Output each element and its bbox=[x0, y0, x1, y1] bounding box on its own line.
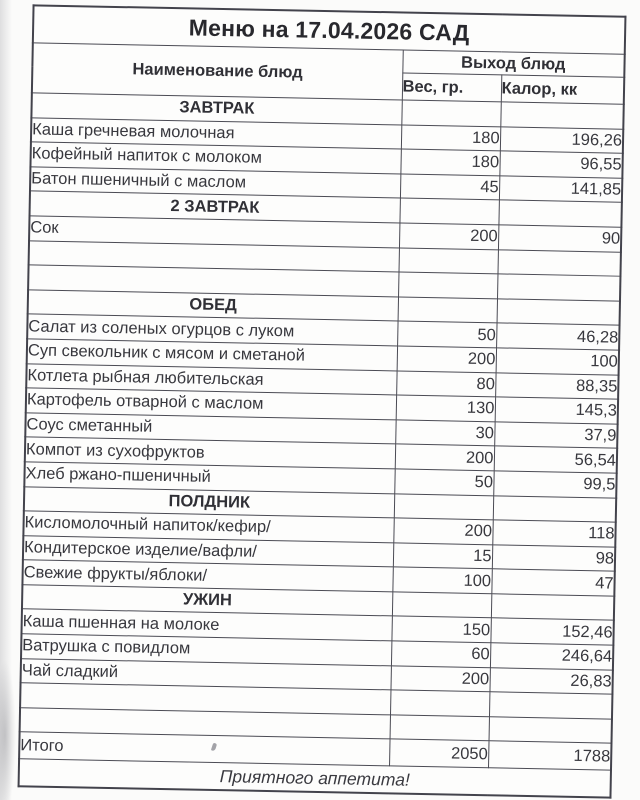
calories-cell: 47 bbox=[491, 569, 614, 596]
weight-cell: 2050 bbox=[389, 739, 489, 768]
dish-name-cell: Хлеб ржано-пшеничный bbox=[24, 462, 394, 494]
weight-cell: 80 bbox=[396, 370, 495, 396]
calories-cell: 196,26 bbox=[500, 126, 623, 153]
menu-title: Меню на 17.04.2026 САД bbox=[33, 5, 626, 54]
dish-name-cell: Кофейный напиток с молоком bbox=[30, 142, 400, 174]
calories-cell: 246,64 bbox=[490, 643, 613, 670]
weight-cell bbox=[398, 297, 497, 323]
calories-cell bbox=[497, 249, 620, 276]
calories-cell: 46,28 bbox=[496, 323, 619, 350]
calories-cell: 100 bbox=[496, 348, 619, 375]
calories-cell bbox=[498, 200, 621, 227]
weight-cell bbox=[398, 272, 497, 298]
calories-cell: 99,5 bbox=[493, 471, 616, 498]
weight-cell: 130 bbox=[396, 395, 495, 421]
calories-cell bbox=[500, 102, 623, 129]
column-header-weight: Вес, гр. bbox=[402, 73, 502, 102]
calories-cell: 141,85 bbox=[499, 176, 622, 203]
weight-cell bbox=[392, 592, 491, 618]
calories-cell: 1788 bbox=[488, 741, 611, 770]
dish-name-cell: Ватрушка с повидлом bbox=[21, 634, 391, 666]
dish-name-cell: Котлета рыбная любительская bbox=[26, 363, 396, 395]
dish-name-cell: Батон пшеничный с маслом bbox=[30, 167, 400, 199]
menu-table bbox=[18, 4, 627, 799]
weight-cell bbox=[394, 493, 493, 519]
bon-appetit-text: Приятного аппетита! bbox=[19, 759, 611, 798]
weight-cell: 200 bbox=[397, 346, 496, 372]
calories-cell: 90 bbox=[498, 225, 621, 252]
dish-name-cell: Свежие фрукты/яблоки/ bbox=[22, 560, 392, 592]
calories-cell bbox=[489, 692, 612, 719]
dish-name-cell: Сок bbox=[29, 216, 399, 248]
dish-name-cell: Салат из соленых огурцов с луком bbox=[27, 314, 397, 346]
weight-cell: 150 bbox=[391, 616, 490, 642]
calories-cell: 96,55 bbox=[499, 151, 622, 178]
calories-cell bbox=[497, 274, 620, 301]
column-header-output-group: Выход блюд bbox=[402, 50, 624, 77]
calories-cell bbox=[489, 717, 612, 744]
weight-cell: 45 bbox=[400, 174, 499, 200]
dish-name-cell: Картофель отварной с маслом bbox=[26, 388, 396, 420]
dish-name-cell: Кисломолочный напиток/кефир/ bbox=[23, 511, 393, 543]
weight-cell: 200 bbox=[395, 444, 494, 470]
calories-cell: 98 bbox=[492, 544, 615, 571]
calories-cell bbox=[493, 495, 616, 522]
weight-cell: 180 bbox=[400, 149, 499, 175]
weight-cell bbox=[399, 198, 498, 224]
section-label-cell: ЗАВТРАК bbox=[31, 93, 401, 125]
weight-cell bbox=[390, 690, 489, 716]
dish-name-cell: Итого bbox=[19, 732, 389, 766]
paper-edge-smudge bbox=[0, 660, 16, 800]
dish-name-cell: Суп свекольник с мясом и сметаной bbox=[27, 339, 397, 371]
weight-cell: 60 bbox=[391, 641, 490, 667]
menu-document bbox=[18, 4, 627, 799]
calories-cell: 56,54 bbox=[494, 446, 617, 473]
calories-cell: 118 bbox=[492, 520, 615, 547]
weight-cell bbox=[390, 715, 489, 741]
weight-cell bbox=[399, 248, 498, 274]
calories-cell bbox=[491, 594, 614, 621]
dish-name-cell: Чай сладкий bbox=[21, 658, 391, 690]
dish-name-cell: Каша гречневая молочная bbox=[31, 117, 401, 149]
weight-cell: 30 bbox=[395, 420, 494, 446]
weight-cell: 200 bbox=[399, 223, 498, 249]
section-label-cell: УЖИН bbox=[22, 585, 392, 617]
calories-cell: 152,46 bbox=[490, 618, 613, 645]
column-header-dish-name: Наименование блюд bbox=[32, 43, 403, 100]
dish-name-cell: Кондитерское изделие/вафли/ bbox=[23, 535, 393, 567]
weight-cell bbox=[401, 100, 500, 126]
column-header-calories: Калор, кк bbox=[501, 75, 624, 104]
dish-name-cell: Соус сметанный bbox=[25, 413, 395, 445]
weight-cell: 100 bbox=[392, 567, 491, 593]
paper-edge-shadow bbox=[0, 0, 12, 800]
section-label-cell: ПОЛДНИК bbox=[24, 486, 394, 518]
dish-name-cell: Компот из сухофруктов bbox=[25, 437, 395, 469]
weight-cell: 50 bbox=[397, 321, 496, 347]
calories-cell: 37,9 bbox=[494, 422, 617, 449]
calories-cell: 145,3 bbox=[495, 397, 618, 424]
weight-cell: 50 bbox=[394, 469, 493, 495]
weight-cell: 180 bbox=[401, 125, 500, 151]
menu-table-body bbox=[19, 93, 624, 771]
calories-cell: 88,35 bbox=[495, 372, 618, 399]
weight-cell: 200 bbox=[390, 666, 489, 692]
weight-cell: 200 bbox=[393, 518, 492, 544]
section-label-cell: ОБЕД bbox=[28, 290, 398, 322]
section-label-cell: 2 ЗАВТРАК bbox=[30, 191, 400, 223]
calories-cell: 26,83 bbox=[489, 667, 612, 694]
weight-cell: 15 bbox=[393, 543, 492, 569]
dish-name-cell: Каша пшенная на молоке bbox=[21, 609, 391, 641]
calories-cell bbox=[497, 299, 620, 326]
